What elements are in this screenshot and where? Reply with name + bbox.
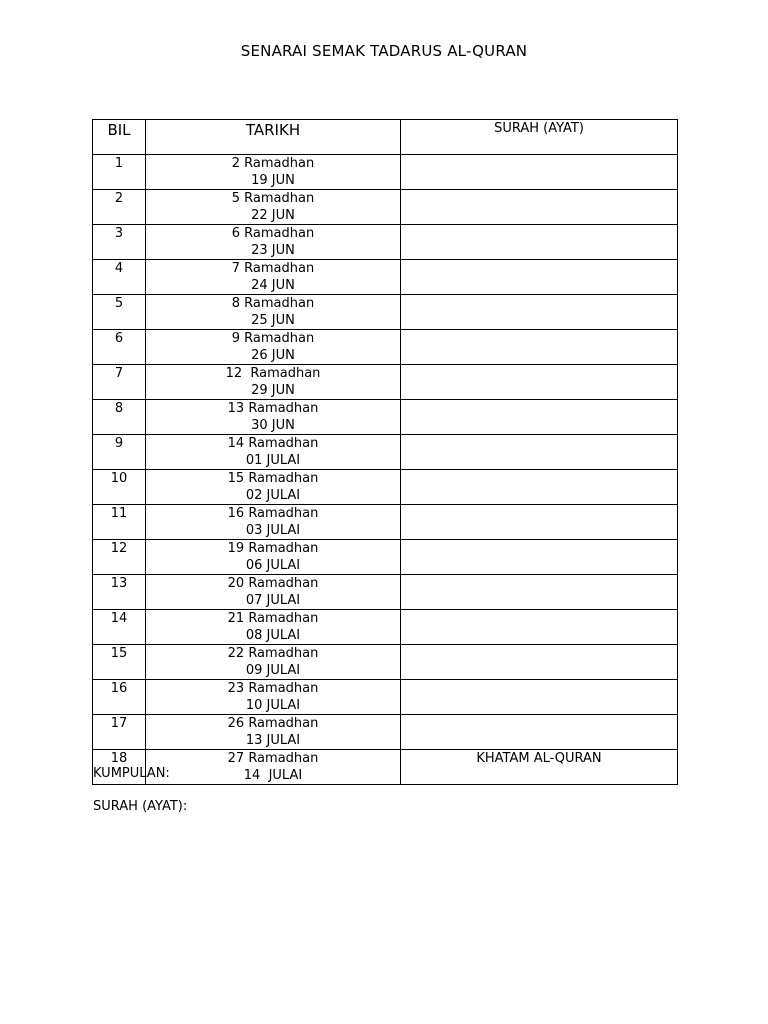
bil-cell: 9 bbox=[93, 435, 146, 470]
surah-ayat-cell bbox=[401, 190, 678, 225]
surah-ayat-cell bbox=[401, 330, 678, 365]
table-row bbox=[93, 330, 678, 365]
gregorian-date: 23 JUN bbox=[251, 243, 295, 258]
surah-ayat-cell bbox=[401, 260, 678, 295]
tarikh-cell bbox=[146, 190, 401, 225]
hijri-date: 7 Ramadhan bbox=[231, 261, 315, 276]
hijri-date: 6 Ramadhan bbox=[231, 226, 315, 241]
surah-ayat-cell bbox=[401, 575, 678, 610]
table-row bbox=[93, 365, 678, 400]
bil-cell: 8 bbox=[93, 400, 146, 435]
tarikh-cell bbox=[146, 715, 401, 750]
tarikh-cell bbox=[146, 540, 401, 575]
bil-cell: 5 bbox=[93, 295, 146, 330]
surah-ayat-cell bbox=[401, 295, 678, 330]
bil-cell: 12 bbox=[93, 540, 146, 575]
gregorian-date: 03 JULAI bbox=[245, 523, 301, 538]
table-row bbox=[93, 260, 678, 295]
hijri-date: 14 Ramadhan bbox=[227, 436, 319, 451]
hijri-date: 21 Ramadhan bbox=[227, 611, 319, 626]
tarikh-cell bbox=[146, 330, 401, 365]
gregorian-date: 29 JUN bbox=[251, 383, 295, 398]
page-title: SENARAI SEMAK TADARUS AL-QURAN bbox=[240, 42, 528, 60]
surah-ayat-label: SURAH (AYAT): bbox=[93, 799, 188, 814]
table-row bbox=[93, 155, 678, 190]
header-bil: BIL bbox=[93, 120, 146, 155]
tarikh-cell bbox=[146, 225, 401, 260]
hijri-date: 16 Ramadhan bbox=[227, 506, 319, 521]
tarikh-cell bbox=[146, 505, 401, 540]
table-row bbox=[93, 225, 678, 260]
bil-cell: 18 bbox=[93, 750, 146, 785]
surah-ayat-cell bbox=[401, 400, 678, 435]
hijri-date: 5 Ramadhan bbox=[231, 191, 315, 206]
kumpulan-label: KUMPULAN: bbox=[93, 766, 170, 781]
surah-ayat-cell bbox=[401, 155, 678, 190]
hijri-date: 22 Ramadhan bbox=[227, 646, 319, 661]
tarikh-cell bbox=[146, 470, 401, 505]
surah-ayat-cell bbox=[401, 505, 678, 540]
table-row bbox=[93, 575, 678, 610]
surah-ayat-cell bbox=[401, 470, 678, 505]
hijri-date: 2 Ramadhan bbox=[231, 156, 315, 171]
header-tarikh: TARIKH bbox=[146, 120, 401, 155]
gregorian-date: 10 JULAI bbox=[245, 698, 301, 713]
surah-ayat-cell bbox=[401, 540, 678, 575]
table-body bbox=[93, 155, 678, 785]
surah-ayat-cell bbox=[401, 680, 678, 715]
gregorian-date: 14 JULAI bbox=[243, 768, 303, 783]
table-row bbox=[93, 680, 678, 715]
bil-cell: 1 bbox=[93, 155, 146, 190]
table-row bbox=[93, 750, 678, 785]
tarikh-cell bbox=[146, 610, 401, 645]
gregorian-date: 06 JULAI bbox=[245, 558, 301, 573]
bil-cell: 2 bbox=[93, 190, 146, 225]
hijri-date: 23 Ramadhan bbox=[227, 681, 319, 696]
table-row bbox=[93, 645, 678, 680]
table-row bbox=[93, 505, 678, 540]
table-row bbox=[93, 715, 678, 750]
tarikh-cell bbox=[146, 435, 401, 470]
gregorian-date: 13 JULAI bbox=[245, 733, 301, 748]
tarikh-cell bbox=[146, 400, 401, 435]
hijri-date: 26 Ramadhan bbox=[227, 716, 319, 731]
gregorian-date: 26 JUN bbox=[251, 348, 295, 363]
bil-cell: 15 bbox=[93, 645, 146, 680]
gregorian-date: 22 JUN bbox=[251, 208, 295, 223]
gregorian-date: 02 JULAI bbox=[245, 488, 301, 503]
surah-ayat-cell bbox=[401, 645, 678, 680]
header-surah-ayat: SURAH (AYAT) bbox=[401, 120, 678, 155]
table-row bbox=[93, 435, 678, 470]
bil-cell: 4 bbox=[93, 260, 146, 295]
bil-cell: 11 bbox=[93, 505, 146, 540]
hijri-date: 27 Ramadhan bbox=[227, 751, 319, 766]
hijri-date: 13 Ramadhan bbox=[227, 401, 319, 416]
tarikh-cell bbox=[146, 260, 401, 295]
tarikh-cell bbox=[146, 155, 401, 190]
gregorian-date: 09 JULAI bbox=[245, 663, 301, 678]
tarikh-cell bbox=[146, 645, 401, 680]
gregorian-date: 07 JULAI bbox=[245, 593, 301, 608]
table-row bbox=[93, 295, 678, 330]
bil-cell: 16 bbox=[93, 680, 146, 715]
hijri-date: 20 Ramadhan bbox=[227, 576, 319, 591]
tarikh-cell bbox=[146, 295, 401, 330]
bil-cell: 17 bbox=[93, 715, 146, 750]
surah-ayat-cell bbox=[401, 610, 678, 645]
gregorian-date: 25 JUN bbox=[251, 313, 295, 328]
gregorian-date: 08 JULAI bbox=[245, 628, 301, 643]
table-row bbox=[93, 190, 678, 225]
tarikh-cell bbox=[146, 680, 401, 715]
bil-cell: 10 bbox=[93, 470, 146, 505]
bil-cell: 7 bbox=[93, 365, 146, 400]
gregorian-date: 30 JUN bbox=[251, 418, 295, 433]
table-row bbox=[93, 610, 678, 645]
tarikh-cell bbox=[146, 365, 401, 400]
table-header-row bbox=[93, 120, 678, 155]
surah-ayat-cell bbox=[401, 715, 678, 750]
table-row bbox=[93, 540, 678, 575]
hijri-date: 12 Ramadhan bbox=[225, 366, 321, 381]
bil-cell: 13 bbox=[93, 575, 146, 610]
surah-ayat-cell bbox=[401, 225, 678, 260]
bil-cell: 6 bbox=[93, 330, 146, 365]
hijri-date: 9 Ramadhan bbox=[231, 331, 315, 346]
gregorian-date: 24 JUN bbox=[251, 278, 295, 293]
checklist-table bbox=[92, 119, 678, 785]
bil-cell: 3 bbox=[93, 225, 146, 260]
hijri-date: 15 Ramadhan bbox=[227, 471, 319, 486]
tarikh-cell bbox=[146, 575, 401, 610]
gregorian-date: 01 JULAI bbox=[245, 453, 301, 468]
tarikh-cell bbox=[146, 750, 401, 785]
table-row bbox=[93, 470, 678, 505]
hijri-date: 19 Ramadhan bbox=[227, 541, 319, 556]
gregorian-date: 19 JUN bbox=[251, 173, 295, 188]
surah-ayat-cell: KHATAM AL-QURAN bbox=[401, 750, 678, 785]
bil-cell: 14 bbox=[93, 610, 146, 645]
hijri-date: 8 Ramadhan bbox=[231, 296, 315, 311]
surah-ayat-cell bbox=[401, 435, 678, 470]
table-row bbox=[93, 400, 678, 435]
surah-ayat-cell bbox=[401, 365, 678, 400]
